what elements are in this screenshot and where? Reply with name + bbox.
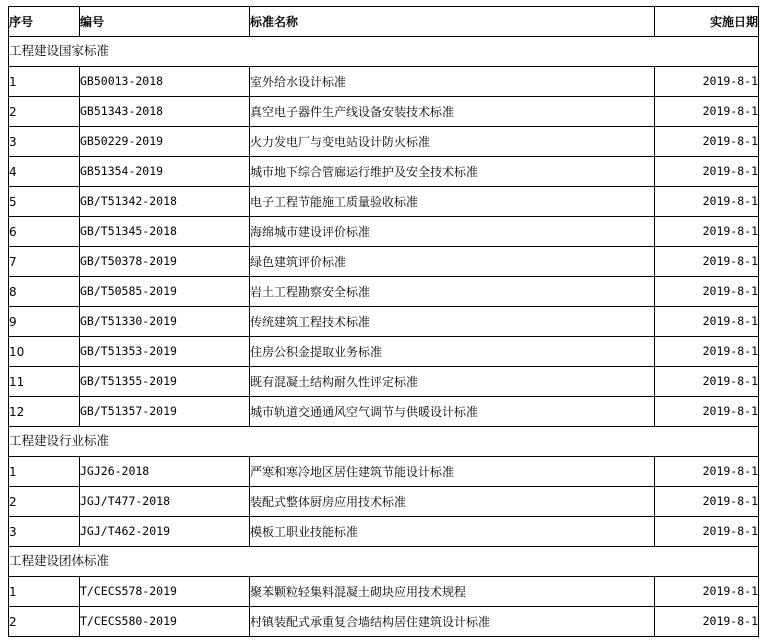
cell-date: 2019-8-1 — [655, 607, 759, 637]
header-name: 标准名称 — [250, 7, 655, 37]
section-title: 工程建设行业标准 — [9, 427, 759, 457]
section-row — [9, 547, 759, 577]
table-row — [9, 187, 759, 217]
cell-date: 2019-8-1 — [655, 517, 759, 547]
cell-code: JGJ26-2018 — [80, 457, 250, 487]
header-date: 实施日期 — [655, 7, 759, 37]
cell-seq: 3 — [9, 127, 80, 157]
cell-seq: 4 — [9, 157, 80, 187]
standards-table — [8, 6, 759, 637]
cell-code: GB/T51345-2018 — [80, 217, 250, 247]
cell-code: GB/T50585-2019 — [80, 277, 250, 307]
table-row — [9, 307, 759, 337]
cell-date: 2019-8-1 — [655, 157, 759, 187]
header-code: 编号 — [80, 7, 250, 37]
cell-date: 2019-8-1 — [655, 67, 759, 97]
cell-name: 海绵城市建设评价标准 — [250, 217, 655, 247]
table-row — [9, 127, 759, 157]
table-row — [9, 67, 759, 97]
cell-code: GB/T51342-2018 — [80, 187, 250, 217]
cell-seq: 6 — [9, 217, 80, 247]
cell-name: 室外给水设计标准 — [250, 67, 655, 97]
cell-code: GB50013-2018 — [80, 67, 250, 97]
cell-name: 火力发电厂与变电站设计防火标准 — [250, 127, 655, 157]
cell-seq: 1 — [9, 577, 80, 607]
cell-seq: 12 — [9, 397, 80, 427]
cell-date: 2019-8-1 — [655, 307, 759, 337]
cell-name: 城市轨道交通通风空气调节与供暖设计标准 — [250, 397, 655, 427]
table-row — [9, 457, 759, 487]
cell-code: GB51354-2019 — [80, 157, 250, 187]
cell-seq: 2 — [9, 487, 80, 517]
header-row — [9, 7, 759, 37]
cell-seq: 10 — [9, 337, 80, 367]
cell-date: 2019-8-1 — [655, 277, 759, 307]
cell-seq: 5 — [9, 187, 80, 217]
cell-seq: 2 — [9, 607, 80, 637]
table-row — [9, 157, 759, 187]
cell-name: 严寒和寒冷地区居住建筑节能设计标准 — [250, 457, 655, 487]
cell-name: 电子工程节能施工质量验收标准 — [250, 187, 655, 217]
cell-code: GB/T51355-2019 — [80, 367, 250, 397]
cell-seq: 9 — [9, 307, 80, 337]
cell-date: 2019-8-1 — [655, 487, 759, 517]
table-row — [9, 607, 759, 637]
cell-code: GB51343-2018 — [80, 97, 250, 127]
cell-seq: 8 — [9, 277, 80, 307]
cell-seq: 11 — [9, 367, 80, 397]
section-row — [9, 37, 759, 67]
cell-name: 城市地下综合管廊运行维护及安全技术标准 — [250, 157, 655, 187]
table-row — [9, 577, 759, 607]
table-row — [9, 277, 759, 307]
cell-name: 岩土工程勘察安全标准 — [250, 277, 655, 307]
cell-date: 2019-8-1 — [655, 577, 759, 607]
cell-code: GB/T51330-2019 — [80, 307, 250, 337]
table-row — [9, 517, 759, 547]
cell-date: 2019-8-1 — [655, 457, 759, 487]
cell-name: 既有混凝土结构耐久性评定标准 — [250, 367, 655, 397]
cell-seq: 1 — [9, 457, 80, 487]
table-row — [9, 397, 759, 427]
cell-date: 2019-8-1 — [655, 127, 759, 157]
table-body — [9, 37, 759, 637]
section-title: 工程建设团体标准 — [9, 547, 759, 577]
cell-code: GB50229-2019 — [80, 127, 250, 157]
cell-code: GB/T50378-2019 — [80, 247, 250, 277]
cell-name: 住房公积金提取业务标准 — [250, 337, 655, 367]
cell-name: 村镇装配式承重复合墙结构居住建筑设计标准 — [250, 607, 655, 637]
table-row — [9, 97, 759, 127]
section-title: 工程建设国家标准 — [9, 37, 759, 67]
cell-seq: 2 — [9, 97, 80, 127]
cell-date: 2019-8-1 — [655, 397, 759, 427]
table-row — [9, 487, 759, 517]
table-row — [9, 217, 759, 247]
cell-code: T/CECS578-2019 — [80, 577, 250, 607]
header-seq: 序号 — [9, 7, 80, 37]
cell-seq: 3 — [9, 517, 80, 547]
cell-date: 2019-8-1 — [655, 337, 759, 367]
cell-date: 2019-8-1 — [655, 247, 759, 277]
table-row — [9, 247, 759, 277]
cell-name: 真空电子器件生产线设备安装技术标准 — [250, 97, 655, 127]
cell-name: 传统建筑工程技术标准 — [250, 307, 655, 337]
cell-date: 2019-8-1 — [655, 217, 759, 247]
cell-code: JGJ/T477-2018 — [80, 487, 250, 517]
cell-date: 2019-8-1 — [655, 97, 759, 127]
cell-name: 装配式整体厨房应用技术标准 — [250, 487, 655, 517]
cell-seq: 1 — [9, 67, 80, 97]
section-row — [9, 427, 759, 457]
cell-date: 2019-8-1 — [655, 367, 759, 397]
cell-name: 聚苯颗粒轻集料混凝土砌块应用技术规程 — [250, 577, 655, 607]
cell-code: JGJ/T462-2019 — [80, 517, 250, 547]
cell-name: 绿色建筑评价标准 — [250, 247, 655, 277]
cell-code: GB/T51357-2019 — [80, 397, 250, 427]
table-row — [9, 337, 759, 367]
table-row — [9, 367, 759, 397]
cell-code: GB/T51353-2019 — [80, 337, 250, 367]
cell-seq: 7 — [9, 247, 80, 277]
cell-name: 模板工职业技能标准 — [250, 517, 655, 547]
cell-date: 2019-8-1 — [655, 187, 759, 217]
cell-code: T/CECS580-2019 — [80, 607, 250, 637]
